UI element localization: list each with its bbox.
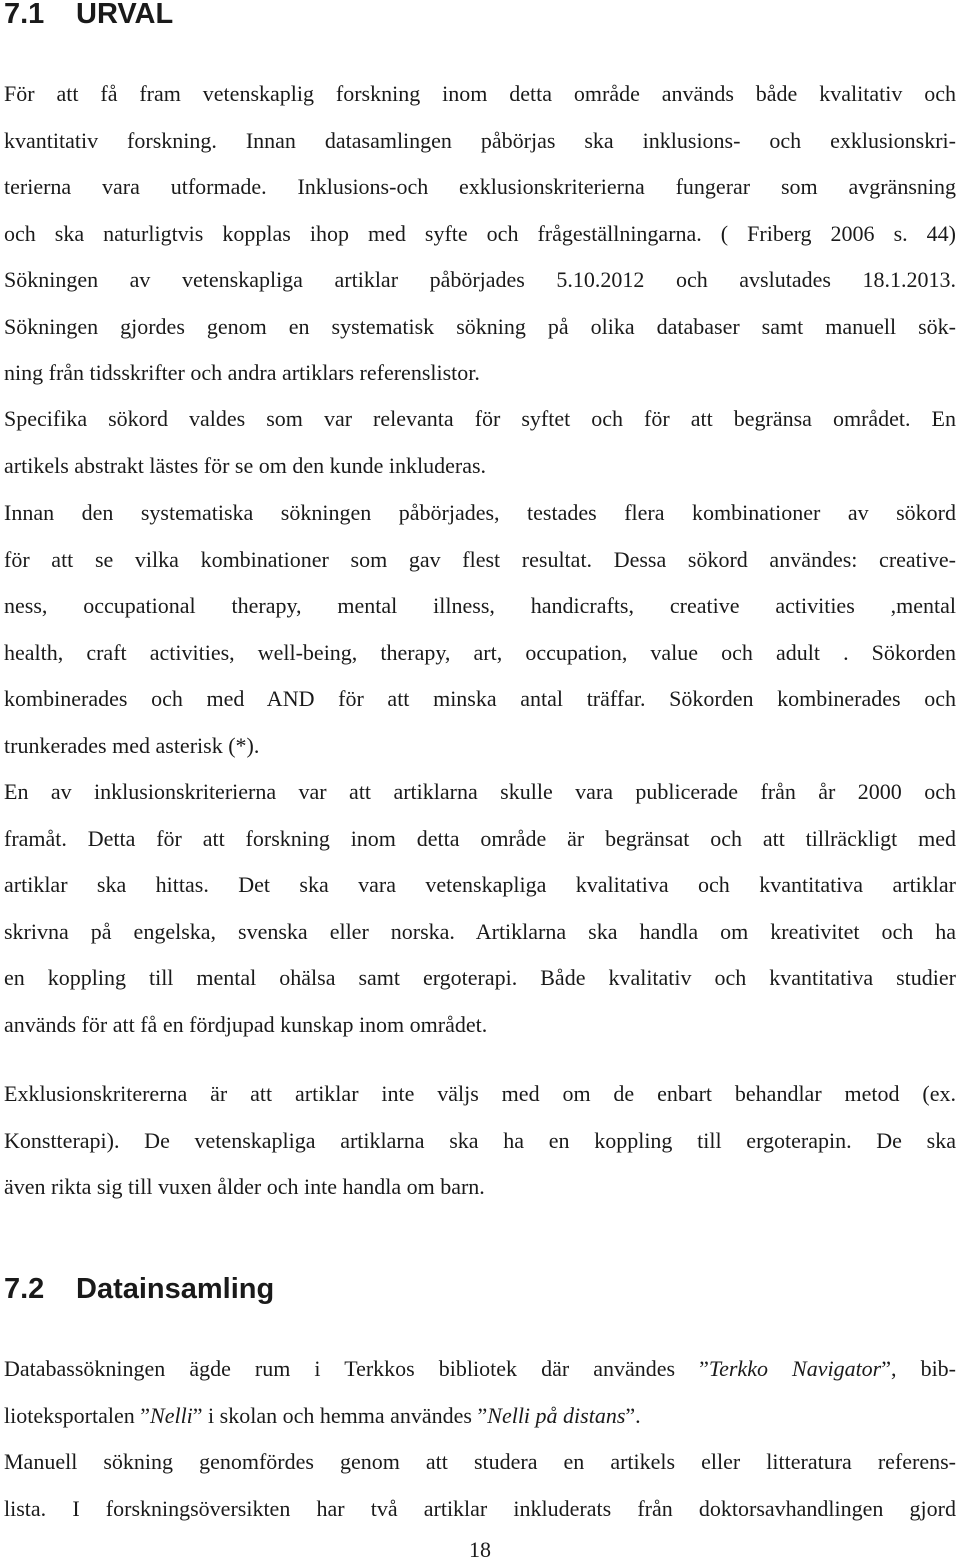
text-line: Konstterapi). De vetenskapliga artiklarna ska ha en koppling till ergoterapin. De ska <box>4 1127 956 1153</box>
section-heading-7-2 <box>4 1272 274 1306</box>
text-line: även rikta sig till vuxen ålder och inte handla om barn. <box>4 1174 485 1199</box>
text-line: Manuell sökning genomfördes genom att studera en artikels eller litteratura referens- <box>4 1449 956 1474</box>
database-name: Nelli <box>150 1402 193 1428</box>
section-title: URVAL <box>76 0 174 30</box>
text-line <box>4 1346 956 1393</box>
text-line: kvantitativ forskning. Innan datasamlingen påbörjas ska inklusions- och exklusionskri- <box>4 127 956 153</box>
paragraph-manual-search <box>4 1439 956 1532</box>
text-run: ” i skolan och hemma användes ” <box>192 1402 488 1428</box>
section-title: Datainsamling <box>76 1273 275 1305</box>
paragraph-search-terms <box>4 396 956 489</box>
text-run: ”, bib- <box>881 1356 957 1381</box>
paragraph-exclusion-criteria <box>4 1071 956 1211</box>
text-line: health, craft activities, well-being, therapy, art, occupation, value och adult . Sökorden <box>4 639 956 665</box>
database-name: Terkko Navigator <box>708 1356 882 1381</box>
text-line: Innan den systematiska sökningen påbörjades, testades flera kombinationer av sökord <box>4 500 956 525</box>
text-line: trunkerades med asterisk (*). <box>4 732 260 758</box>
text-line: kombinerades och med AND för att minska antal träffar. Sökorden kombinerades och <box>4 686 956 711</box>
text-run: ”. <box>625 1402 641 1428</box>
text-line: används för att få en fördjupad kunskap inom området. <box>4 1011 488 1037</box>
text-line: ning från tidsskrifter och andra artiklars referenslistor. <box>4 360 480 385</box>
section-heading-7-1 <box>4 0 173 31</box>
paragraph-search-combinations <box>4 490 956 769</box>
paragraph-database-search <box>4 1346 956 1439</box>
text-line: artikels abstrakt lästes för se om den kunde inkluderas. <box>4 452 487 478</box>
text-line: Exklusionskritererna är att artiklar inte väljs med om de enbart behandlar metod (ex. <box>4 1081 956 1106</box>
text-run: lioteksportalen ” <box>4 1402 151 1428</box>
text-run: Databassökningen ägde rum i Terkkos bibliotek där användes ” <box>4 1356 709 1381</box>
section-number: 7.1 <box>4 0 45 30</box>
section-number: 7.2 <box>4 1273 45 1305</box>
page-number: 18 <box>469 1537 491 1562</box>
paragraph-urval-intro <box>4 71 956 397</box>
text-line: framåt. Detta för att forskning inom detta område är begränsat och att tillräckligt med <box>4 825 956 851</box>
text-line: ness, occupational therapy, mental illness, handicrafts, creative activities ,mental <box>4 593 956 618</box>
text-line: och ska naturligtvis kopplas ihop med syfte och frågeställningarna. ( Friberg 2006 s. 44) <box>4 220 956 246</box>
text-line: För att få fram vetenskaplig forskning inom detta område används både kvalitativ och <box>4 81 956 106</box>
text-line: artiklar ska hittas. Det ska vara vetenskapliga kvalitativa och kvantitativa artiklar <box>4 872 956 897</box>
text-line: En av inklusionskriterierna var att artiklarna skulle vara publicerade från år 2000 och <box>4 779 956 804</box>
text-line: en koppling till mental ohälsa samt ergoterapi. Både kvalitativ och kvantitativa studier <box>4 965 956 990</box>
text-line: Specifika sökord valdes som var relevanta för syftet och för att begränsa området. En <box>4 406 956 431</box>
text-line: för att se vilka kombinationer som gav flest resultat. Dessa sökord användes: creative- <box>4 546 956 572</box>
text-line <box>4 1393 956 1440</box>
paragraph-inclusion-criteria <box>4 769 956 1048</box>
database-name: Nelli på distans <box>487 1402 626 1428</box>
text-line: lista. I forskningsöversikten har två artiklar inkluderats från doktorsavhandlingen gjord <box>4 1495 956 1521</box>
text-line: Sökningen gjordes genom en systematisk sökning på olika databaser samt manuell sök- <box>4 313 956 339</box>
text-line: terierna vara utformade. Inklusions-och exklusionskriterierna fungerar som avgränsning <box>4 174 956 199</box>
text-line: Sökningen av vetenskapliga artiklar påbörjades 5.10.2012 och avslutades 18.1.2013. <box>4 267 956 292</box>
text-line: skrivna på engelska, svenska eller norska. Artiklarna ska handla om kreativitet och ha <box>4 918 956 944</box>
